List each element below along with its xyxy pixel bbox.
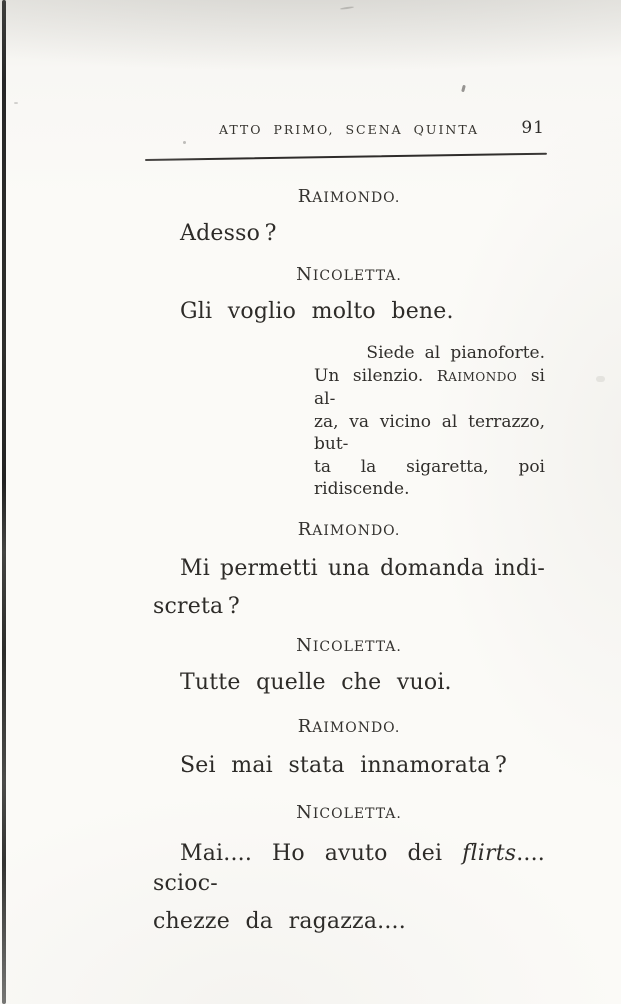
running-header [153,118,545,138]
speaker-initial: R [297,518,313,540]
speaker-heading-raimondo [153,186,545,209]
speaker-name-rest: AIMONDO [448,369,518,384]
speaker-initial: N [296,264,313,285]
running-title: ATTO PRIMO, SCENA QUINTA [218,122,480,137]
dialogue-italic-flirts: flirts [462,840,517,866]
stage-direction [314,342,545,501]
scan-artifact [596,376,605,382]
dialogue-line-gli-voglio: Gli voglio molto bene. [180,299,454,324]
speaker-initial: R [297,186,313,207]
speaker-name-rest: AIMONDO. [312,522,401,539]
dialogue-line-mai [153,839,545,899]
speaker-initial: R [436,366,449,385]
dialogue-text: Mai.... Ho avuto dei [180,840,463,866]
dialogue-line-chezze: chezze da ragazza.... [153,908,406,934]
stage-direction-line: ta la sigaretta, poi ridiscende. [314,456,545,499]
page-text-column [153,0,545,937]
dialogue-line-tutte: Tutte quelle che vuoi. [180,669,452,695]
stage-direction-line: Siede al pianoforte. [366,343,545,363]
speaker-heading-nicoletta [153,802,545,825]
dialogue-text: .... scioc- [153,840,545,896]
page-number: 91 [521,118,545,138]
speaker-heading-nicoletta [153,635,545,658]
stage-direction-line: za, va vicino al terrazzo, but- [314,411,545,454]
speaker-initial: N [296,634,313,656]
speaker-heading-nicoletta [153,264,545,287]
scan-artifact [14,102,18,104]
speaker-initial: N [296,801,313,823]
speaker-heading-raimondo [153,716,545,739]
speaker-name-rest: AIMONDO. [312,190,401,206]
dialogue-line-sei-mai: Sei mai stata innamorata ? [180,752,507,778]
binding-edge-shadow [2,0,6,1004]
speaker-name-rest: AIMONDO. [312,719,401,736]
dialogue-line-screta: screta ? [153,593,240,619]
speaker-name-rest: ICOLETTA. [312,268,402,284]
dialogue-line-mi-permetti: Mi permetti una domanda indi- [180,555,545,581]
speaker-initial: R [297,715,313,737]
speaker-heading-raimondo [153,519,545,542]
speaker-name-rest: ICOLETTA. [312,805,402,822]
speaker-name-rest: ICOLETTA. [312,638,402,655]
stage-text: Un silenzio. [314,365,437,386]
dialogue-line-adesso: Adesso ? [180,221,277,246]
stage-direction-line [314,365,545,411]
stage-text: si al- [314,365,545,409]
